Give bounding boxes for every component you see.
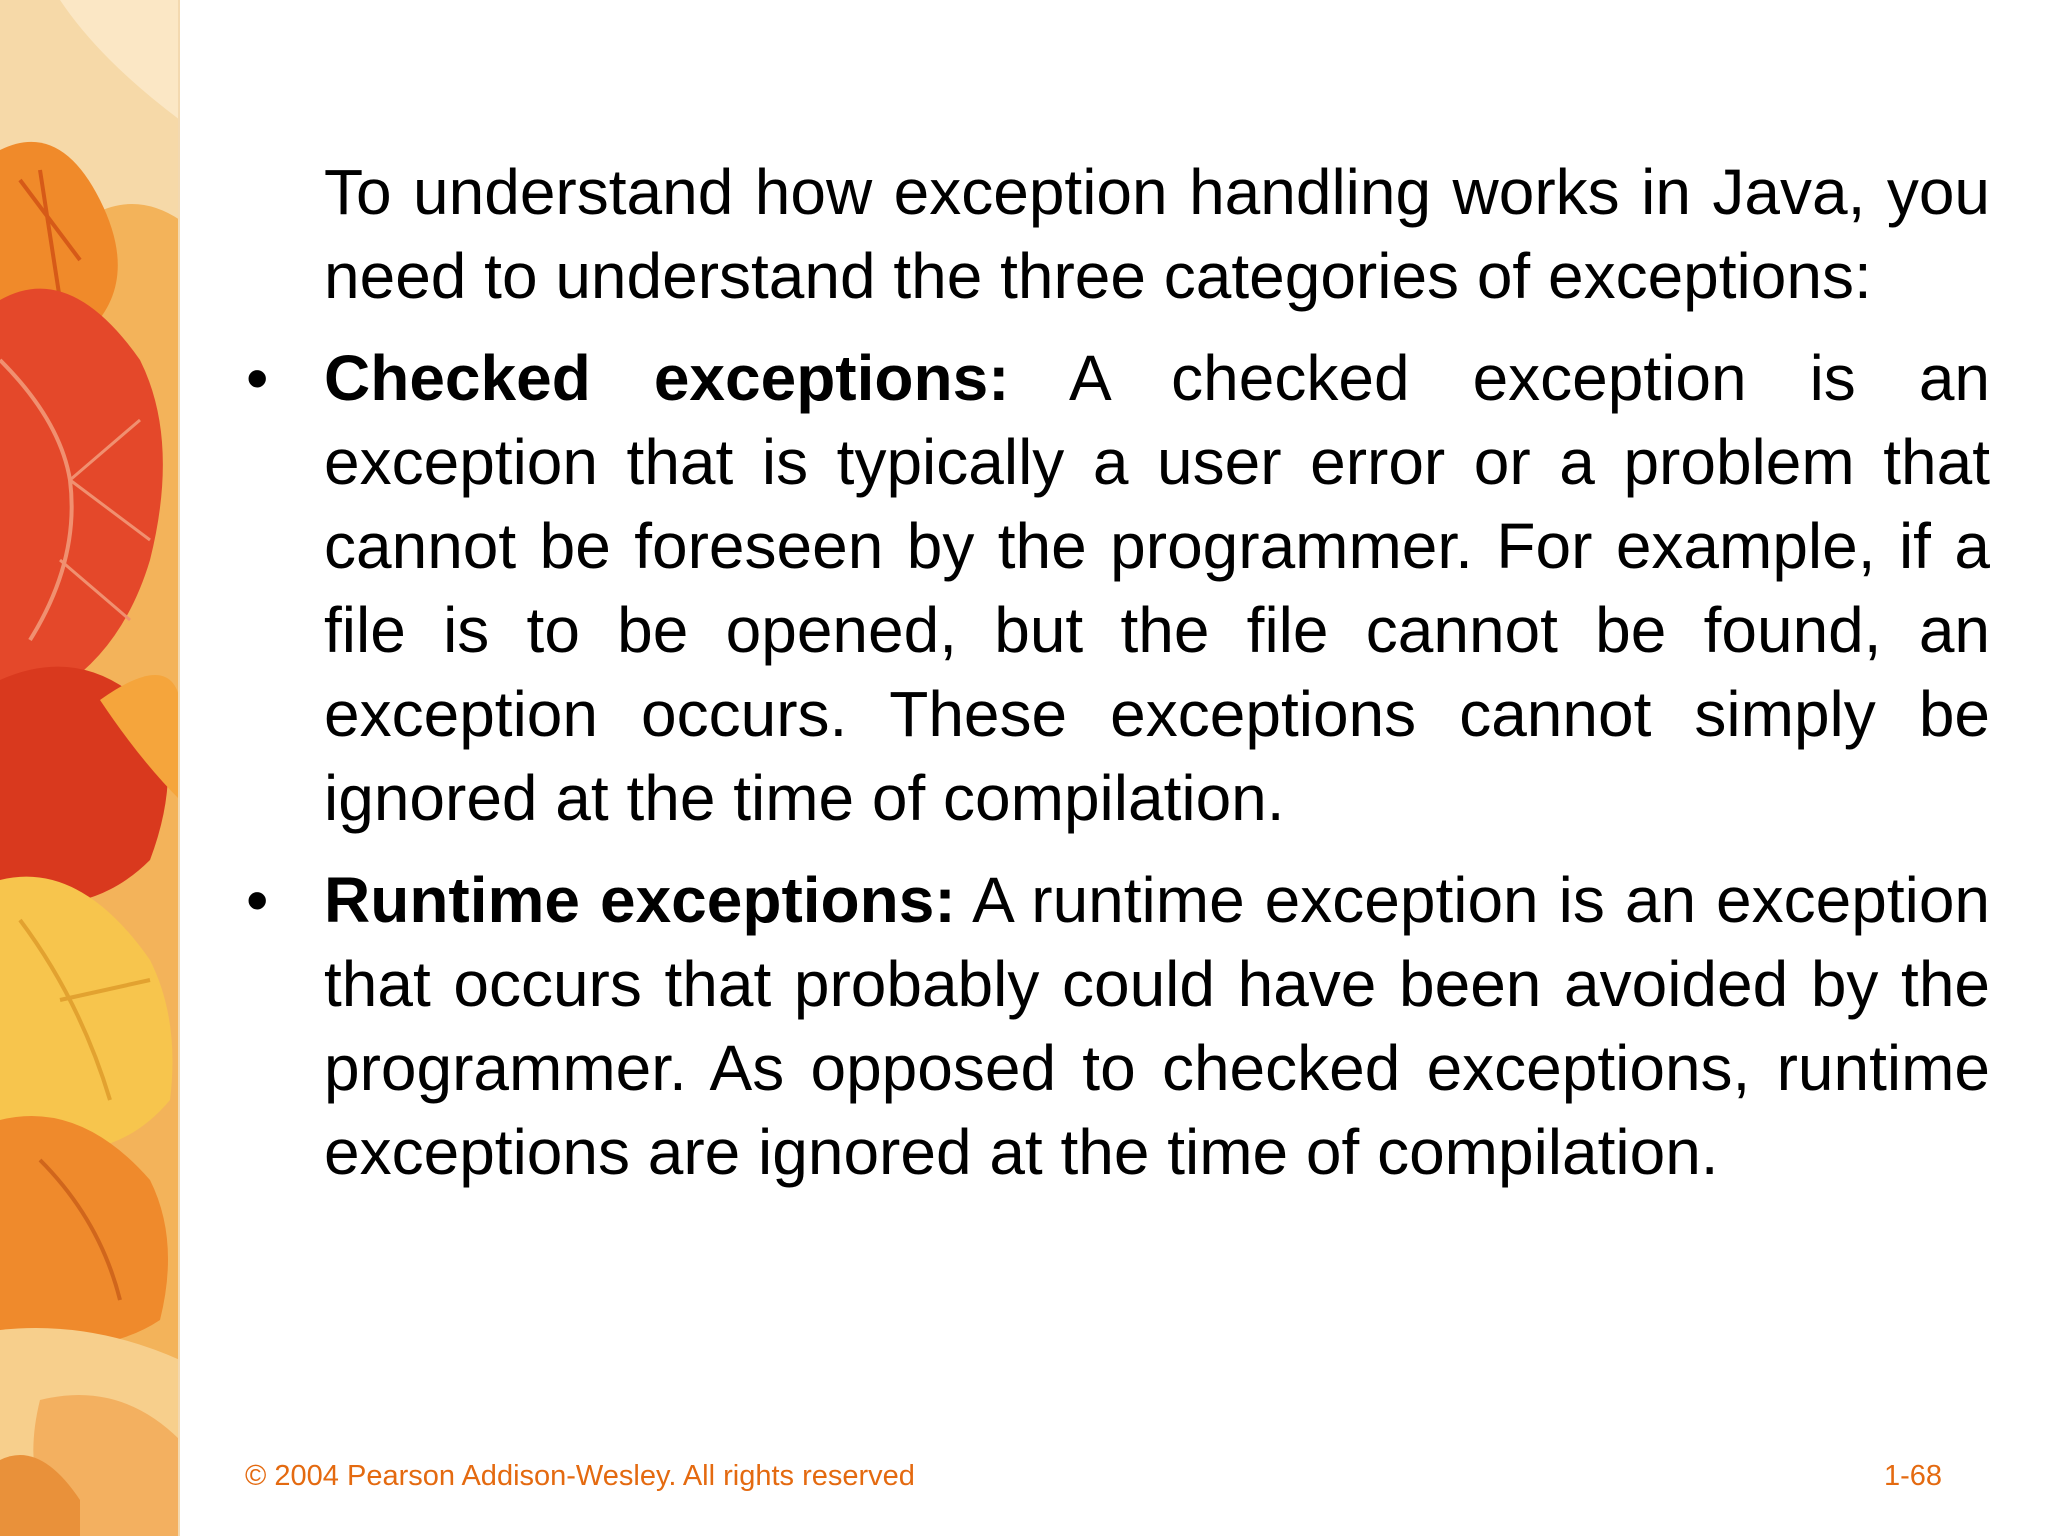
bullet-text-runtime: A runtime exception is an exception that occurs that probably could have been avoided by the programmer. As opposed to checked exceptions, runtime exceptions are ignored at the time of compilation. <box>324 864 1991 1188</box>
bullet-item-checked <box>246 336 1990 840</box>
bullet-term-runtime: Runtime exceptions: <box>324 864 956 936</box>
intro-text: To understand how exception handling works in Java, you need to understand the three categories of exceptions: <box>324 156 1990 312</box>
bullet-item-runtime <box>246 858 1991 1194</box>
intro-paragraph <box>250 150 1990 318</box>
bullet-marker: • <box>246 342 269 414</box>
slide-body <box>246 150 1991 1212</box>
decoration-edge <box>178 0 180 1536</box>
bullet-term-checked: Checked exceptions: <box>324 342 1010 414</box>
bullet-marker: • <box>246 864 269 936</box>
bullet-text-checked: A checked exception is an exception that is typically a user error or a problem that cannot be foreseen by the programmer. For example, if a file is to be opened, but the file cannot be found, an exception occurs. These exceptions cannot simply be ignored at the time of compilation. <box>324 342 1990 834</box>
slide-number: 1-68 <box>1883 1460 1942 1492</box>
copyright-footer: © 2004 Pearson Addison-Wesley. All rights reserved <box>245 1460 915 1492</box>
autumn-leaves-decoration <box>0 0 180 1536</box>
